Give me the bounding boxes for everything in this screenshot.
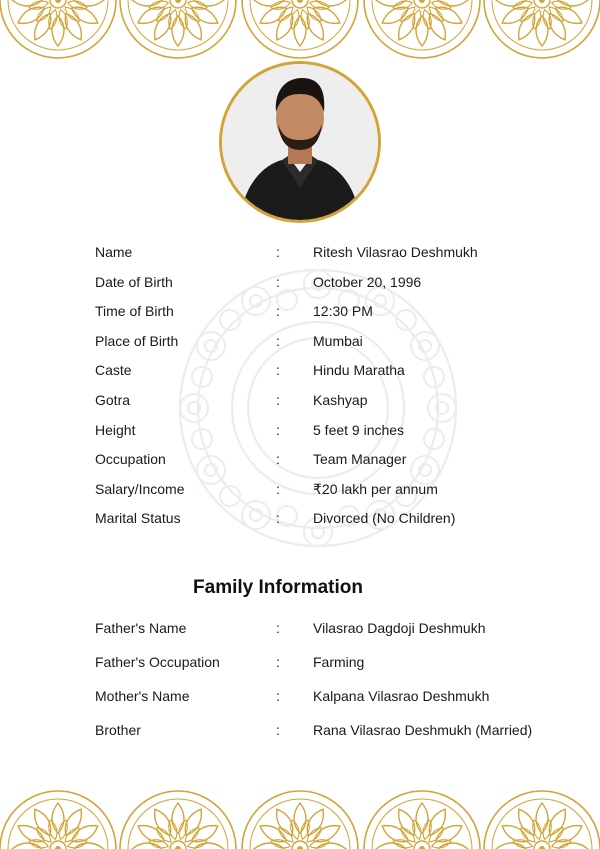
detail-value: Kashyap bbox=[313, 391, 368, 408]
family-label: Mother's Name bbox=[95, 688, 190, 704]
detail-colon: : bbox=[276, 480, 280, 497]
detail-label: Height bbox=[95, 421, 136, 438]
detail-value: Hindu Maratha bbox=[313, 362, 405, 379]
family-label: Brother bbox=[95, 722, 141, 738]
top-mandala-border bbox=[0, 0, 600, 62]
family-label: Father's Name bbox=[95, 620, 187, 636]
bottom-mandala-icon bbox=[0, 787, 600, 849]
family-value: Vilasrao Dagdoji Deshmukh bbox=[313, 620, 486, 636]
detail-row-caste bbox=[95, 356, 565, 386]
family-colon: : bbox=[276, 654, 280, 670]
family-row-father-occupation bbox=[95, 647, 565, 681]
profile-photo bbox=[219, 61, 381, 223]
detail-value: ₹20 lakh per annum bbox=[313, 480, 438, 497]
detail-row-pob bbox=[95, 327, 565, 357]
detail-colon: : bbox=[276, 332, 280, 349]
detail-label: Time of Birth bbox=[95, 303, 174, 320]
detail-label: Date of Birth bbox=[95, 273, 173, 290]
personal-details bbox=[95, 238, 565, 534]
detail-label: Marital Status bbox=[95, 510, 181, 527]
detail-label: Occupation bbox=[95, 451, 166, 468]
family-value: Rana Vilasrao Deshmukh (Married) bbox=[313, 722, 533, 738]
detail-row-tob bbox=[95, 297, 565, 327]
detail-label: Name bbox=[95, 244, 133, 260]
detail-colon: : bbox=[276, 303, 280, 320]
detail-colon: : bbox=[276, 244, 280, 260]
detail-value: 12:30 PM bbox=[313, 303, 373, 320]
detail-label: Salary/Income bbox=[95, 480, 185, 497]
family-label: Father's Occupation bbox=[95, 654, 220, 670]
detail-label: Place of Birth bbox=[95, 332, 179, 349]
detail-value: Ritesh Vilasrao Deshmukh bbox=[313, 244, 478, 260]
detail-value: 5 feet 9 inches bbox=[313, 421, 405, 438]
detail-value: Team Manager bbox=[313, 451, 407, 468]
detail-row-income bbox=[95, 475, 565, 505]
detail-value: Mumbai bbox=[313, 332, 363, 349]
detail-row-dob bbox=[95, 268, 565, 298]
detail-value: October 20, 1996 bbox=[313, 273, 422, 290]
detail-row-gotra bbox=[95, 386, 565, 416]
detail-row-marital-status bbox=[95, 504, 565, 534]
detail-colon: : bbox=[276, 451, 280, 468]
family-value: Kalpana Vilasrao Deshmukh bbox=[313, 688, 490, 704]
detail-label: Caste bbox=[95, 362, 132, 379]
detail-colon: : bbox=[276, 362, 280, 379]
detail-row-height bbox=[95, 416, 565, 446]
detail-value: Divorced (No Children) bbox=[313, 510, 456, 527]
detail-colon: : bbox=[276, 391, 280, 408]
family-details bbox=[95, 613, 565, 749]
top-mandala-icon bbox=[0, 0, 600, 62]
family-section-title: Family Information bbox=[193, 577, 363, 598]
person-photo-icon bbox=[222, 64, 378, 220]
family-colon: : bbox=[276, 722, 280, 738]
family-colon: : bbox=[276, 620, 280, 636]
detail-label: Gotra bbox=[95, 391, 131, 408]
detail-row-occupation bbox=[95, 445, 565, 475]
family-value: Farming bbox=[313, 654, 365, 670]
family-row-mother bbox=[95, 681, 565, 715]
family-row-father bbox=[95, 613, 565, 647]
detail-colon: : bbox=[276, 421, 280, 438]
family-row-brother bbox=[95, 715, 565, 749]
detail-colon: : bbox=[276, 273, 280, 290]
detail-row-name bbox=[95, 238, 565, 268]
detail-colon: : bbox=[276, 510, 280, 527]
family-colon: : bbox=[276, 688, 280, 704]
bottom-mandala-border bbox=[0, 787, 600, 849]
